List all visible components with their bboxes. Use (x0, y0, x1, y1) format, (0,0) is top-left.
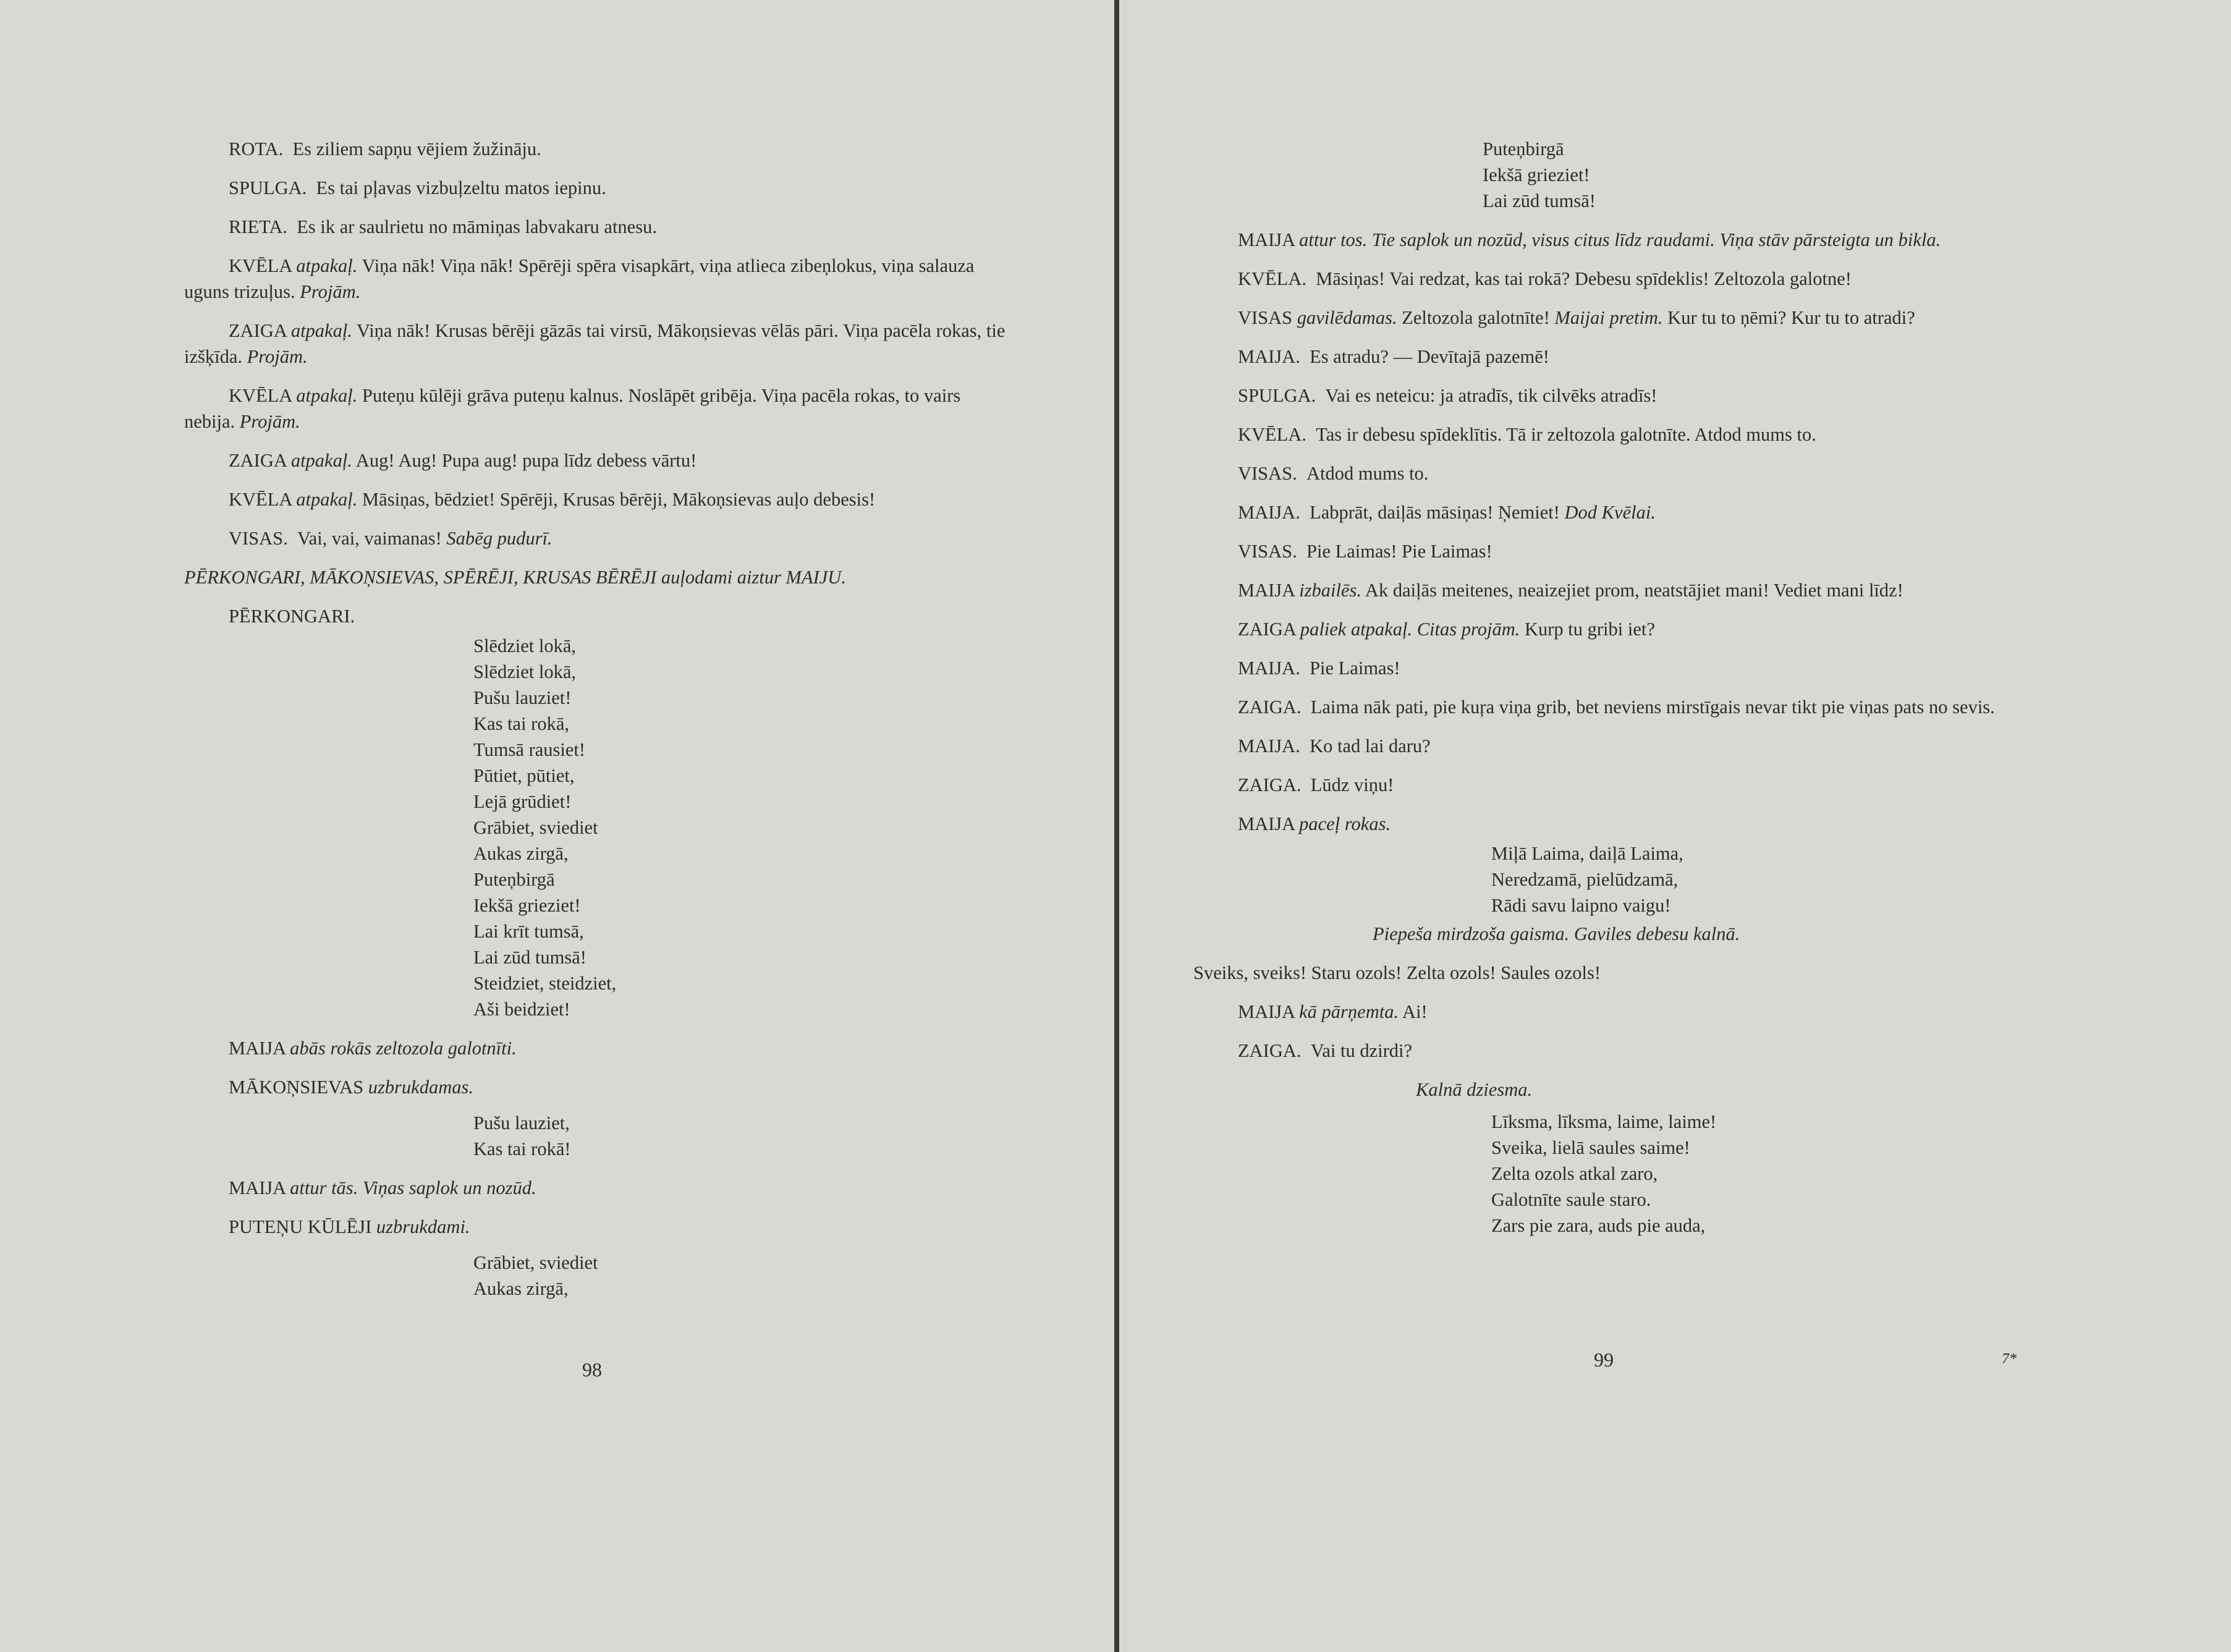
dialogue-line: MAIJA. Ko tad lai daru? (1238, 735, 1431, 756)
dialogue-line: PĒRKONGARI. (229, 606, 355, 627)
dialogue-line: ZAIGA atpakaļ. Aug! Aug! Pupa aug! pupa līdz debess vārtu! (229, 450, 697, 471)
dialogue-line: KVĒLA atpakaļ. Māsiņas, bēdziet! Spērēji, Krusas bērēji, Mākoņsievas auļo debesis! (229, 489, 876, 510)
verse-line: Pušu lauziet! (473, 687, 572, 708)
verse-line: Puteņbirgā (473, 869, 555, 890)
stage-direction: Piepešа mirdzoša gaisma. Gaviles debesu kalnā. (1373, 923, 1740, 944)
dialogue-line: SPULGA. Es tai pļavas vizbuļzeltu matos iepinu. (229, 177, 606, 198)
verse-line: Tumsā rausiet! (473, 739, 586, 760)
stage-direction: PĒRKONGARI, MĀKOŅSIEVAS, SPĒRĒJI, KRUSAS BĒRĒJI auļodami aiztur MAIJU. (184, 567, 846, 588)
dialogue-line: MAIJA attur tās. Viņas saplok un nozūd. (229, 1177, 536, 1198)
verse-line: Miļā Laima, daiļā Laima, (1491, 843, 1683, 864)
verse-line: Pušu lauziet, (473, 1112, 570, 1133)
verse-line: Aukas zirgā, (473, 1278, 569, 1299)
dialogue-line: MAIJA abās rokās zeltozola galotnīti. (229, 1038, 517, 1059)
verse-line: Zelta ozols atkal zaro, (1491, 1163, 1658, 1184)
dialogue-line: ZAIGA. Vai tu dzirdi? (1238, 1040, 1413, 1061)
verse-block (473, 1250, 1006, 1302)
verse-line: Grābiet, sviediet (473, 1252, 598, 1273)
dialogue-line: KVĒLA. Māsiņas! Vai redzat, kas tai rokā? Debesu spīdeklis! Zeltozola galotne! (1238, 268, 1852, 289)
verse-block (1483, 136, 2015, 214)
left-page-text (184, 136, 1006, 1315)
verse-line: Aši beidziet! (473, 999, 570, 1020)
dialogue-line: MAIJA. Labprāt, daiļās māsiņas! Ņemiet! Dod Kvēlai. (1238, 502, 1656, 523)
dialogue-line: ZAIGA. Laima nāk pati, pie kuŗa viņa grib, bet neviens mirstīgais nevar tikt pie viņas pats no sevis. (1238, 697, 1995, 718)
verse-line: Neredzamā, pielūdzamā, (1491, 869, 1679, 890)
verse-line: Galotnīte saule staro. (1491, 1189, 1651, 1210)
verse-line: Kas tai rokā! (473, 1138, 571, 1159)
left-page (0, 0, 1114, 1652)
dialogue-line: Sveiks, sveiks! Staru ozols! Zelta ozols! Saules ozols! (1193, 962, 1601, 983)
verse-line: Iekšā grieziet! (1483, 164, 1590, 185)
dialogue-line: ZAIGA paliek atpakaļ. Citas projām. Kurp tu gribi iet? (1238, 619, 1655, 640)
page-number: 99 (1594, 1349, 1614, 1371)
right-page (1119, 0, 2231, 1652)
verse-line: Zars pie zara, auds pie auda, (1491, 1215, 1706, 1236)
verse-line: Aukas zirgā, (473, 843, 569, 864)
dialogue-line: KVĒLA. Tas ir debesu spīdeklītis. Tā ir zeltozola galotnīte. Atdod mums to. (1238, 424, 1816, 445)
dialogue-line: VISAS. Pie Laimas! Pie Laimas! (1238, 541, 1492, 562)
verse-line: Slēdziet lokā, (473, 635, 577, 656)
verse-block (473, 1110, 1006, 1162)
dialogue-line: MAIJA izbailēs. Ak daiļās meitenes, neaizejiet prom, neatstājiet mani! Vediet mani līdz! (1238, 580, 1903, 601)
verse-line: Grābiet, sviediet (473, 817, 598, 838)
dialogue-line: VISAS gavilēdamas. Zeltozola galotnīte! Maijai pretim. Kur tu to ņēmi? Kur tu to atradi? (1238, 307, 1915, 328)
verse-line: Puteņbirgā (1483, 138, 1564, 159)
verse-line: Līksma, līksma, laime, laime! (1491, 1111, 1717, 1132)
dialogue-line: MAIJA kā pārņemta. Ai! (1238, 1001, 1428, 1022)
verse-line: Steidziet, steidziet, (473, 973, 617, 994)
verse-line: Lai krīt tumsā, (473, 921, 584, 942)
dialogue-line: KVĒLA atpakaļ. Puteņu kūlēji grāva puteņu kalnus. Noslāpēt gribēja. Viņa pacēla rokas, to vairs nebija. Projām. (184, 385, 961, 432)
verse-block (473, 633, 1006, 1022)
verse-block (1491, 841, 2015, 918)
dialogue-line: RIETA. Es ik ar saulrietu no māmiņas labvakaru atnesu. (229, 216, 657, 237)
verse-line: Lejā grūdiet! (473, 791, 572, 812)
dialogue-line: PUTEŅU KŪLĒJI uzbrukdami. (229, 1216, 470, 1237)
dialogue-line: KVĒLA atpakaļ. Viņa nāk! Viņa nāk! Spērēji spēra visapkārt, viņa atlieca zibeņlokus, viņa salauza uguns trizuļus. Projām. (184, 255, 975, 302)
verse-line: Kas tai rokā, (473, 713, 569, 734)
book-gutter (1114, 0, 1119, 1652)
verse-line: Iekšā grieziet! (473, 895, 581, 916)
dialogue-line: MĀKOŅSIEVAS uzbrukdamas. (229, 1077, 473, 1098)
dialogue-line: ZAIGA atpakaļ. Viņa nāk! Krusas bērēji gāzās tai virsū, Mākoņsievas vēlās pāri. Viņa pacēla rokas, tie izšķīda. Projām. (184, 320, 1005, 367)
dialogue-line: SPULGA. Vai es neteicu: ja atradīs, tik cilvēks atradīs! (1238, 385, 1657, 406)
page-number: 98 (582, 1358, 602, 1381)
verse-line: Slēdziet lokā, (473, 661, 577, 682)
song-title: Kalnā dziesma. (1416, 1079, 1533, 1100)
verse-block (1491, 1109, 2015, 1239)
verse-line: Lai zūd tumsā! (1483, 190, 1596, 211)
verse-line: Pūtiet, pūtiet, (473, 765, 575, 786)
dialogue-line: MAIJA paceļ rokas. (1238, 813, 1391, 834)
right-page-text (1193, 136, 2015, 1252)
dialogue-line: MAIJA. Es atradu? — Devītajā pazemē! (1238, 346, 1549, 367)
verse-line: Rādi savu laipno vaigu! (1491, 895, 1671, 916)
dialogue-line: MAIJA attur tos. Tie saplok un nozūd, visus citus līdz raudami. Viņa stāv pārsteigta un bikla. (1238, 229, 1941, 250)
verse-line: Sveika, lielā saules saime! (1491, 1137, 1690, 1158)
dialogue-line: ROTA. Es ziliem sapņu vējiem žužināju. (229, 138, 541, 159)
dialogue-line: MAIJA. Pie Laimas! (1238, 658, 1400, 679)
dialogue-line: VISAS. Vai, vai, vaimanas! Sabēg pudurī. (229, 528, 552, 549)
dialogue-line: VISAS. Atdod mums to. (1238, 463, 1429, 484)
signature-mark: 7* (2002, 1351, 2017, 1367)
verse-line: Lai zūd tumsā! (473, 947, 586, 968)
dialogue-line: ZAIGA. Lūdz viņu! (1238, 774, 1394, 795)
